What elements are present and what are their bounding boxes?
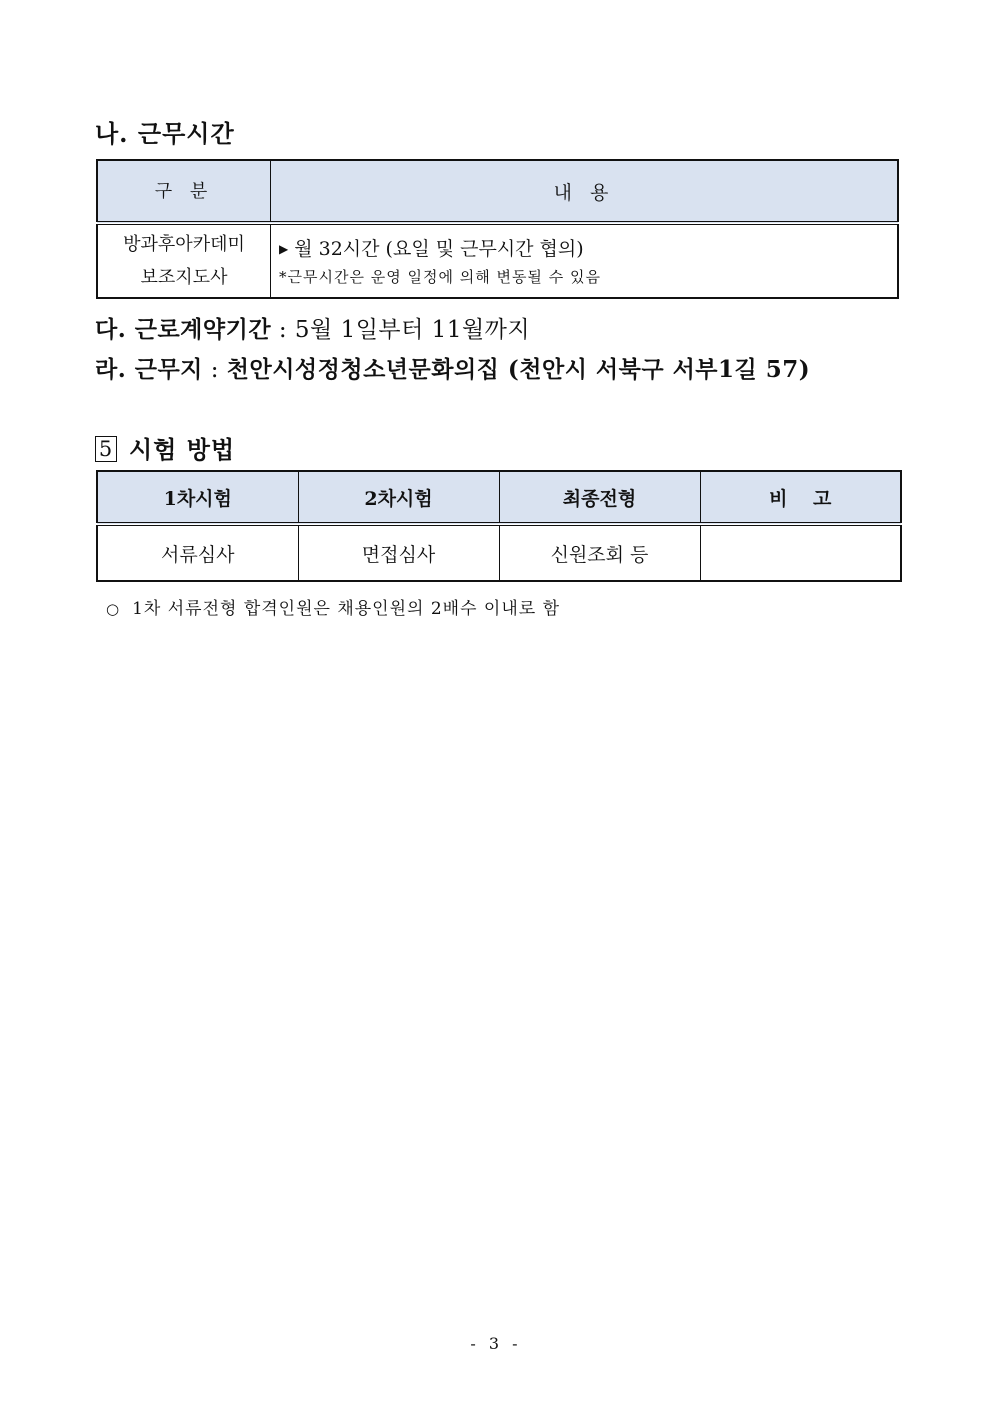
category-line: 보조지도사 <box>140 267 228 288</box>
workplace-label: 라. 근무지 <box>95 356 203 383</box>
section-title-exam-method <box>95 430 235 465</box>
category-cell <box>97 223 271 298</box>
content-cell <box>271 223 899 298</box>
table-cell <box>700 524 901 581</box>
exam-method-table <box>96 470 902 582</box>
section-title-work-hours: 나. 근무시간 <box>95 119 235 148</box>
asterisk-icon: * <box>279 268 288 286</box>
table-cell: 면접심사 <box>298 524 499 581</box>
table-header-cell: 1차시험 <box>97 471 298 524</box>
exam-note <box>106 594 560 619</box>
contract-period-value: 5월 1일부터 11월까지 <box>294 317 531 343</box>
work-hours-note-text: 근무시간은 운영 일정에 의해 변동될 수 있음 <box>287 268 601 286</box>
table-cell: 신원조회 등 <box>499 524 700 581</box>
table-row <box>97 223 898 298</box>
work-hours-main-text: 월 32시간 (요일 및 근무시간 협의) <box>294 238 584 260</box>
table-header-cell: 2차시험 <box>298 471 499 524</box>
table-header-cell: 구 분 <box>97 160 271 223</box>
section-title-text: 시험 방법 <box>129 435 236 464</box>
work-hours-main <box>279 233 896 265</box>
workplace-value: 천안시성정청소년문화의집 (천안시 서북구 서부1길 57) <box>226 356 811 383</box>
workplace-line <box>95 351 810 384</box>
separator: : <box>271 317 295 343</box>
category-line: 방과후아카데미 <box>123 234 245 255</box>
table-header-cell: 내 용 <box>271 160 899 223</box>
work-hours-table <box>96 159 899 299</box>
work-hours-note <box>279 265 896 289</box>
separator: : <box>202 357 227 383</box>
exam-note-text: 1차 서류전형 합격인원은 채용인원의 2배수 이내로 함 <box>132 599 561 619</box>
page-number: - 3 - <box>470 1334 522 1353</box>
table-header-row <box>97 471 901 524</box>
contract-period-label: 다. 근로계약기간 <box>95 316 272 343</box>
table-row <box>97 524 901 581</box>
triangle-right-icon: ▶ <box>279 242 289 256</box>
circle-bullet-icon: ○ <box>106 600 121 618</box>
table-cell: 서류심사 <box>97 524 298 581</box>
section-number-box: 5 <box>95 436 117 462</box>
table-header-cell: 비 고 <box>700 471 901 524</box>
contract-period-line <box>95 311 530 344</box>
table-header-cell: 최종전형 <box>499 471 700 524</box>
table-header-row <box>97 160 898 223</box>
